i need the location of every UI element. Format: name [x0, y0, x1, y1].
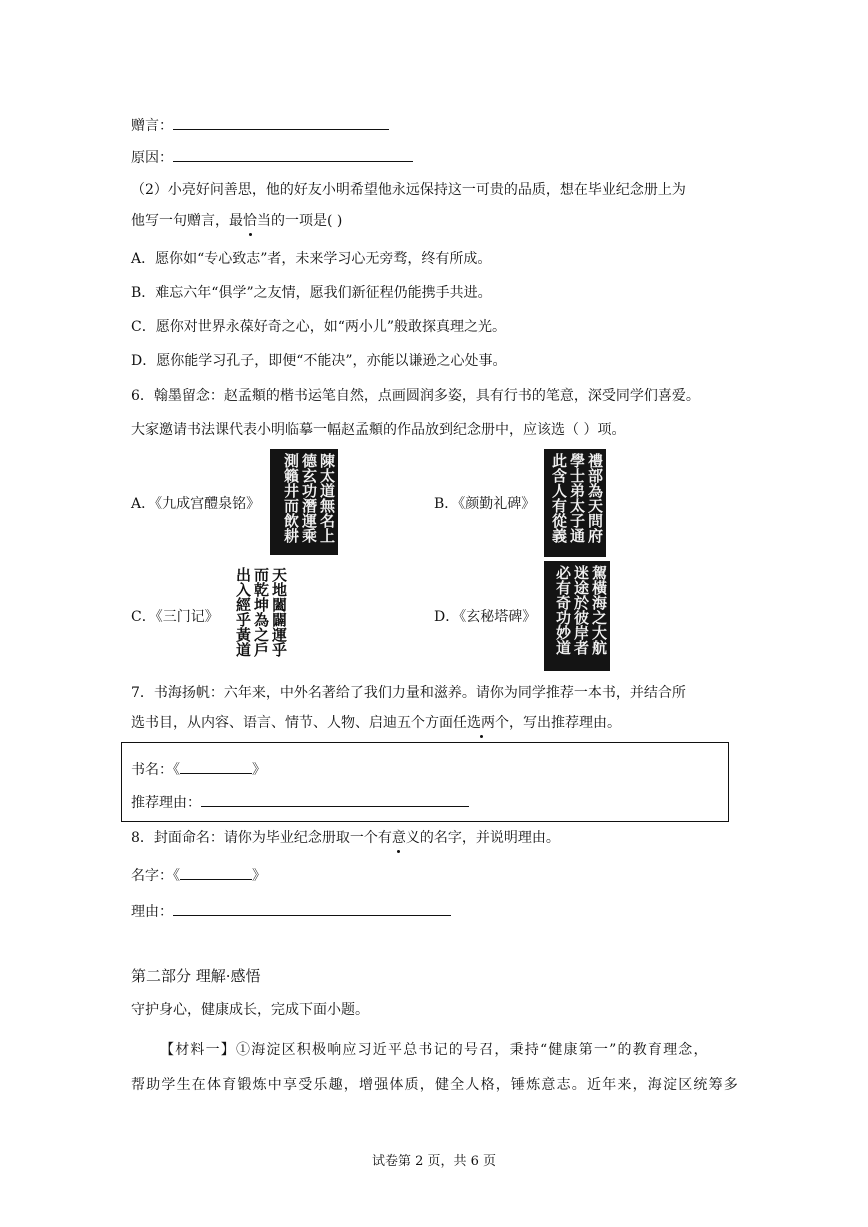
q6-option-c-label[interactable]: C．《三门记》	[131, 609, 219, 625]
q7-book-row	[131, 758, 266, 780]
q2-stem-pre: 他写一句赠言，	[131, 213, 229, 229]
q2-stem-line1: （2）小亮好问善思，他的好友小明希望他永远保持这一可贵的品质，想在毕业纪念册上为	[131, 182, 686, 198]
q2-option-d[interactable]: D．愿你能学习孔子，即便“不能决”，亦能以谦逊之心处事。	[131, 353, 507, 369]
q6-option-a-label[interactable]: A．《九成宫醴泉铭》	[131, 496, 261, 512]
calligraphy-d-col2	[573, 565, 588, 667]
calligraphy-b-image	[544, 449, 606, 557]
gift-words-row	[131, 114, 389, 136]
reason-row	[131, 146, 413, 168]
q2-option-c[interactable]: C．愿你对世界永葆好奇之心，如“两小儿”般敢探真理之光。	[131, 319, 507, 335]
part2-intro: 守护身心，健康成长，完成下面小题。	[131, 1002, 369, 1018]
q6-option-d-label[interactable]: D．《玄秘塔碑》	[434, 609, 537, 625]
calligraphy-d-text3: 必有奇功妙道	[554, 565, 572, 655]
q7-book-label: 书名：《	[131, 762, 180, 778]
calligraphy-d-col1	[591, 565, 606, 667]
q8-reason-row	[131, 900, 451, 922]
calligraphy-c-text3: 出入經乎黃道	[234, 567, 252, 657]
calligraphy-a-text1: 陳太道無名上	[318, 453, 336, 543]
page-footer: 试卷第 2 页，共 6 页	[371, 1154, 497, 1169]
q7-stem-line1: 7．书海扬帆：六年来，中外名著给了我们力量和滋养。请你为同学推荐一本书，并结合所	[131, 685, 686, 701]
calligraphy-d-col3	[555, 565, 570, 667]
gift-words-label: 赠言：	[131, 118, 173, 134]
calligraphy-c-image	[228, 563, 290, 671]
q8-name-row	[131, 864, 266, 886]
material-one-line2: 帮助学生在体育锻炼中享受乐趣，增强体质，健全人格，锤炼意志。近年来，海淀区统筹多	[131, 1077, 739, 1093]
part2-title: 第二部分 理解·感悟	[131, 967, 261, 985]
calligraphy-b-text1: 禮部為天問府	[586, 453, 604, 543]
calligraphy-b-col3	[551, 453, 566, 553]
q7-reason-blank[interactable]	[201, 791, 469, 807]
q8-emphasis: 有意义	[377, 830, 420, 846]
q2-option-b[interactable]: B．难忘六年“俱学”之友情，愿我们新征程仍能携手共进。	[131, 285, 492, 301]
calligraphy-a-col2	[301, 453, 316, 551]
calligraphy-d-text2: 迷途於彼岸者	[572, 565, 590, 655]
q8-reason-label: 理由：	[131, 904, 173, 920]
q6-option-b-label[interactable]: B．《颜勤礼碑》	[434, 496, 536, 512]
q2-stem-post: 的一项是( )	[271, 213, 343, 229]
q8-reason-blank[interactable]	[173, 900, 451, 916]
q6-stem-line2: 大家邀请书法课代表小明临摹一幅赵孟頫的作品放到纪念册中，应该选（ ）项。	[131, 422, 626, 438]
calligraphy-a-text2: 德玄功潛運乘	[300, 453, 318, 543]
q7-book-blank[interactable]	[180, 758, 252, 774]
q7-emphasis: 任选两个	[453, 715, 509, 731]
q7-stem-line2	[131, 713, 621, 733]
q2-stem-line2	[131, 211, 342, 231]
q8-name-close: 》	[252, 868, 266, 884]
q7-reason-row	[131, 791, 469, 813]
calligraphy-c-text2: 而乾坤為之戶	[252, 567, 270, 657]
calligraphy-b-col2	[569, 453, 584, 553]
q8-name-blank[interactable]	[180, 864, 252, 880]
calligraphy-a-image	[270, 449, 338, 555]
reason-label: 原因：	[131, 150, 173, 166]
material-one-line1: 【材料一】①海淀区积极响应习近平总书记的号召，秉持“健康第一”的教育理念，	[160, 1042, 709, 1058]
calligraphy-c-col3	[235, 567, 250, 667]
q7-stem-post: ，写出推荐理由。	[509, 715, 621, 731]
q7-reason-label: 推荐理由：	[131, 795, 201, 811]
calligraphy-b-text2: 學士弟太子通	[568, 453, 586, 543]
calligraphy-b-text3: 此含人有從義	[550, 453, 568, 543]
calligraphy-d-image	[544, 561, 610, 671]
gift-words-blank[interactable]	[173, 114, 389, 130]
calligraphy-c-col2	[253, 567, 268, 667]
calligraphy-a-text3: 測籟井而飲耕	[282, 453, 300, 543]
q2-option-a[interactable]: A．愿你如“专心致志”者，未来学习心无旁骛，终有所成。	[131, 251, 492, 267]
calligraphy-b-col1	[587, 453, 602, 553]
calligraphy-c-text1: 天地闔闢運乎	[270, 567, 288, 657]
q7-book-close: 》	[252, 762, 266, 778]
q7-stem-pre: 选书目，从内容、语言、情节、人物、启迪五个方面	[131, 715, 453, 731]
calligraphy-d-text1: 駕橫海之大航	[590, 565, 608, 655]
calligraphy-a-col3	[283, 453, 298, 551]
q8-stem-post: 的名字，并说明理由。	[419, 830, 560, 846]
q8-stem	[131, 828, 560, 848]
q6-stem-line1: 6．翰墨留念：赵孟頫的楷书运笔自然，点画圆润多姿，具有行书的笔意，深受同学们喜爱。	[131, 388, 700, 404]
q2-emphasis: 最恰当	[229, 213, 271, 229]
calligraphy-c-col1	[271, 567, 286, 667]
reason-blank[interactable]	[173, 146, 413, 162]
q8-stem-pre: 8．封面命名：请你为毕业纪念册取一个	[131, 830, 378, 846]
calligraphy-a-col1	[319, 453, 334, 551]
q8-name-label: 名字：《	[131, 868, 180, 884]
